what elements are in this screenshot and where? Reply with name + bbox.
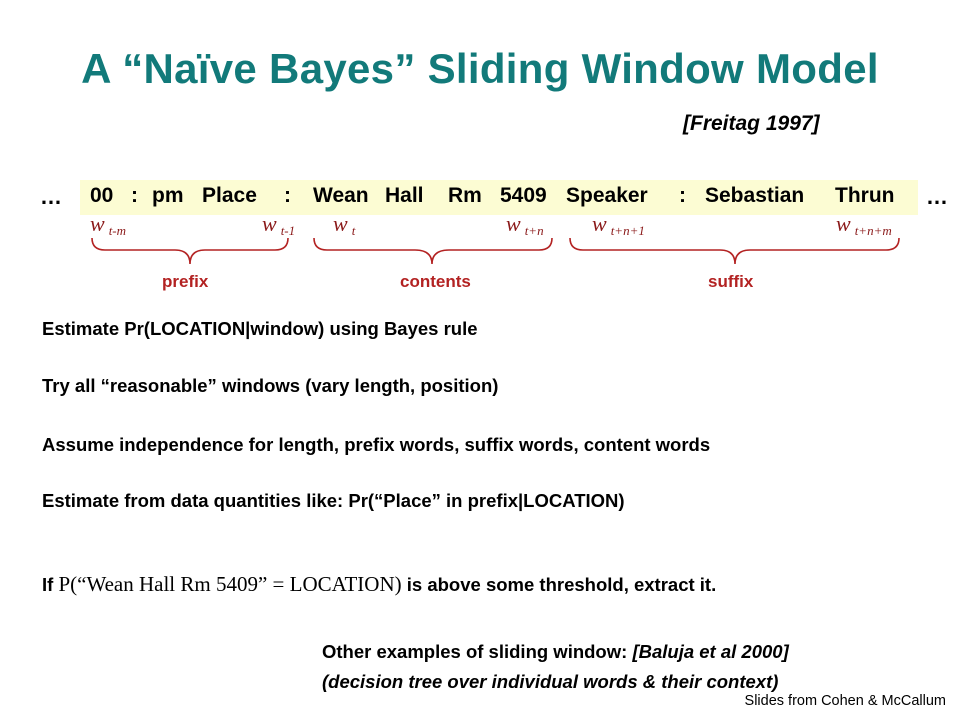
word-label-t-1: w $_{t-1}$ bbox=[262, 211, 296, 238]
token: Hall bbox=[385, 184, 424, 207]
token: pm bbox=[152, 184, 184, 207]
point-estimate-quantities: Estimate from data quantities like: Pr(“Place” in prefix|LOCATION) bbox=[42, 490, 625, 511]
citation: [Freitag 1997] bbox=[683, 112, 820, 135]
threshold-expression: P(“Wean Hall Rm 5409” = LOCATION) bbox=[58, 572, 402, 596]
token: : bbox=[284, 184, 291, 207]
word-label-t-plus-n-plus-m: w $_{t+n+m}$ bbox=[836, 211, 892, 238]
token: Sebastian bbox=[705, 184, 805, 207]
token: Place bbox=[202, 184, 257, 207]
point-try-windows: Try all “reasonable” windows (vary length, position) bbox=[42, 375, 499, 396]
slide-title: A “Naïve Bayes” Sliding Window Model bbox=[81, 45, 879, 92]
point-independence: Assume independence for length, prefix words, suffix words, content words bbox=[42, 434, 711, 455]
right-ellipsis: … bbox=[926, 184, 948, 209]
suffix-label: suffix bbox=[708, 272, 754, 291]
suffix-brace bbox=[570, 238, 899, 264]
threshold-rule: If P(“Wean Hall Rm 5409” = LOCATION) is above some threshold, extract it. bbox=[42, 572, 717, 596]
point-estimate-bayes: Estimate Pr(LOCATION|window) using Bayes rule bbox=[42, 318, 478, 339]
word-label-t-plus-n-plus-1: w $_{t+n+1}$ bbox=[592, 211, 645, 238]
token: : bbox=[131, 184, 138, 207]
prefix-label: prefix bbox=[162, 272, 209, 291]
baluja-reference: [Baluja et al 2000] bbox=[632, 641, 789, 662]
left-ellipsis: … bbox=[40, 184, 62, 209]
slide-credit: Slides from Cohen & McCallum bbox=[744, 693, 946, 709]
contents-label: contents bbox=[400, 272, 471, 291]
word-label-t-plus-n: w $_{t+n}$ bbox=[506, 211, 544, 238]
token: 5409 bbox=[500, 184, 547, 207]
prefix-brace bbox=[92, 238, 288, 264]
brace-group bbox=[0, 236, 960, 272]
other-examples-line2: (decision tree over individual words & their context) bbox=[322, 671, 779, 692]
token: Thrun bbox=[835, 184, 895, 207]
word-label-t-m: w $_{t-m}$ bbox=[90, 211, 127, 238]
other-examples-line1: Other examples of sliding window: [Baluja et al 2000] bbox=[322, 641, 789, 662]
contents-brace bbox=[314, 238, 552, 264]
token: : bbox=[679, 184, 686, 207]
token: Wean bbox=[313, 184, 369, 207]
token: Speaker bbox=[566, 184, 648, 207]
token: Rm bbox=[448, 184, 482, 207]
word-label-t: w $_t$ bbox=[333, 211, 356, 238]
token: 00 bbox=[90, 184, 114, 207]
